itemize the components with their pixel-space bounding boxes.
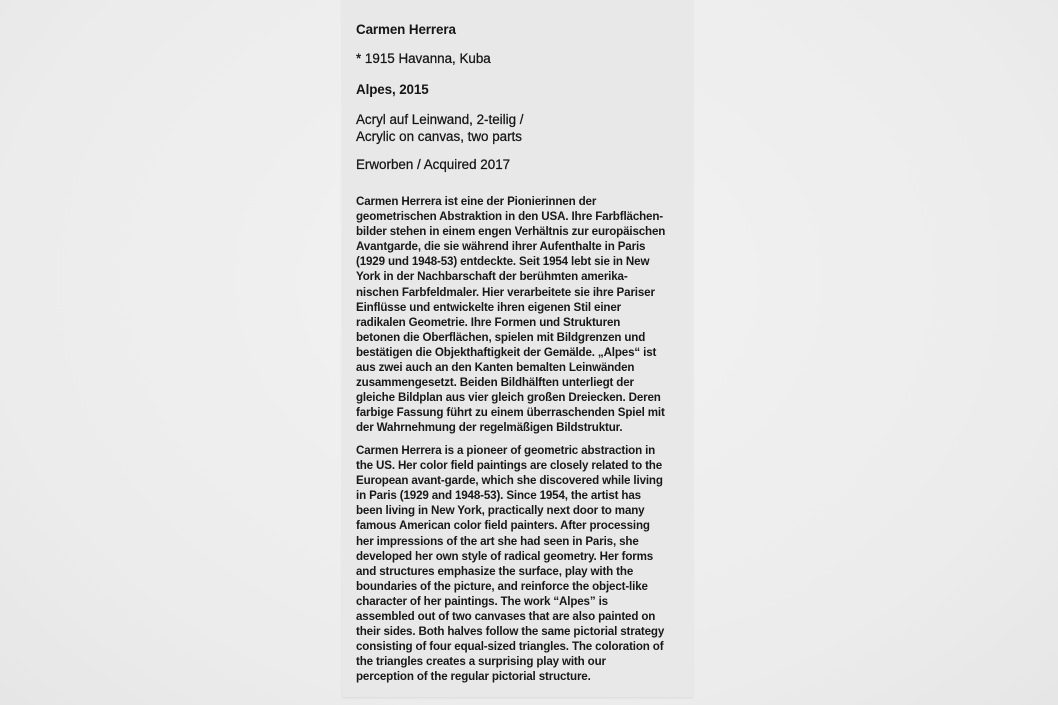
artist-name: Carmen Herrera: [356, 22, 456, 37]
text-line: nischen Farbfeldmaler. Hier verarbeitete sie ihre Pariser: [356, 285, 655, 299]
description-german: [356, 194, 696, 436]
artwork-title-year: Alpes, 2015: [356, 82, 429, 97]
text-line: boundaries of the picture, and reinforce the object-like: [356, 579, 648, 593]
text-line: gleiche Bildplan aus vier gleich großen Dreiecken. Deren: [356, 391, 661, 405]
text-line: their sides. Both halves follow the same pictorial strategy: [356, 625, 665, 639]
text-line: betonen die Oberflächen, spielen mit Bildgrenzen und: [356, 330, 646, 344]
text-line: in Paris (1929 and 1948-53). Since 1954, the artist has: [356, 489, 641, 503]
text-line: developed her own style of radical geometry. Her forms: [356, 549, 654, 563]
text-line: der Wahrnehmung der regelmäßigen Bildstruktur.: [356, 421, 623, 435]
text-line: radikalen Geometrie. Ihre Formen und Strukturen: [356, 315, 621, 329]
medium-german: Acryl auf Leinwand, 2-teilig /: [356, 112, 524, 127]
text-line: bilder stehen in einem engen Verhältnis zur europäischen: [356, 225, 666, 239]
text-line: assembled out of two canvases that are also painted on: [356, 610, 656, 624]
description-english: [356, 443, 696, 685]
acquisition-info: Erworben / Acquired 2017: [356, 157, 511, 172]
text-line: the triangles creates a surprising play with our: [356, 655, 606, 669]
medium-english: Acrylic on canvas, two parts: [356, 129, 522, 144]
text-line: perception of the regular pictorial structure.: [356, 670, 591, 684]
text-line: Carmen Herrera is a pioneer of geometric abstraction in: [356, 444, 656, 457]
text-line: geometrischen Abstraktion in den USA. Ihre Farbflächen-: [356, 210, 663, 224]
text-line: (1929 und 1948-53) entdeckte. Seit 1954 lebt sie in New: [356, 255, 650, 269]
text-line: zusammengesetzt. Beiden Bildhälften unterliegt der: [356, 376, 634, 390]
text-line: Einflüsse und entwickelte ihren eigenen Stil einer: [356, 300, 622, 314]
text-line: Carmen Herrera ist eine der Pionierinnen der: [356, 195, 597, 208]
text-line: Avantgarde, die sie während ihrer Aufenthalte in Paris: [356, 240, 646, 254]
text-line: been living in New York, practically next door to many: [356, 504, 645, 518]
text-line: and structures emphasize the surface, play with the: [356, 564, 634, 578]
text-line: bestätigen die Objekthaftigkeit der Gemälde. „Alpes“ ist: [356, 345, 657, 359]
text-line: farbige Fassung führt zu einem überraschenden Spiel mit: [356, 406, 665, 420]
artist-birth: * 1915 Havanna, Kuba: [356, 51, 491, 66]
text-line: famous American color field painters. After processing: [356, 519, 650, 533]
text-line: consisting of four equal-sized triangles. The coloration of: [356, 640, 664, 654]
text-line: the US. Her color field paintings are closely related to the: [356, 459, 663, 473]
museum-wall-label: [342, 0, 693, 697]
text-line: character of her paintings. The work “Alpes” is: [356, 594, 608, 608]
text-line: York in der Nachbarschaft der berühmten amerika-: [356, 270, 628, 284]
text-line: European avant-garde, which she discovered while living: [356, 474, 663, 488]
text-line: her impressions of the art she had seen in Paris, she: [356, 534, 639, 548]
text-line: aus zwei auch an den Kanten bemalten Leinwänden: [356, 361, 635, 375]
